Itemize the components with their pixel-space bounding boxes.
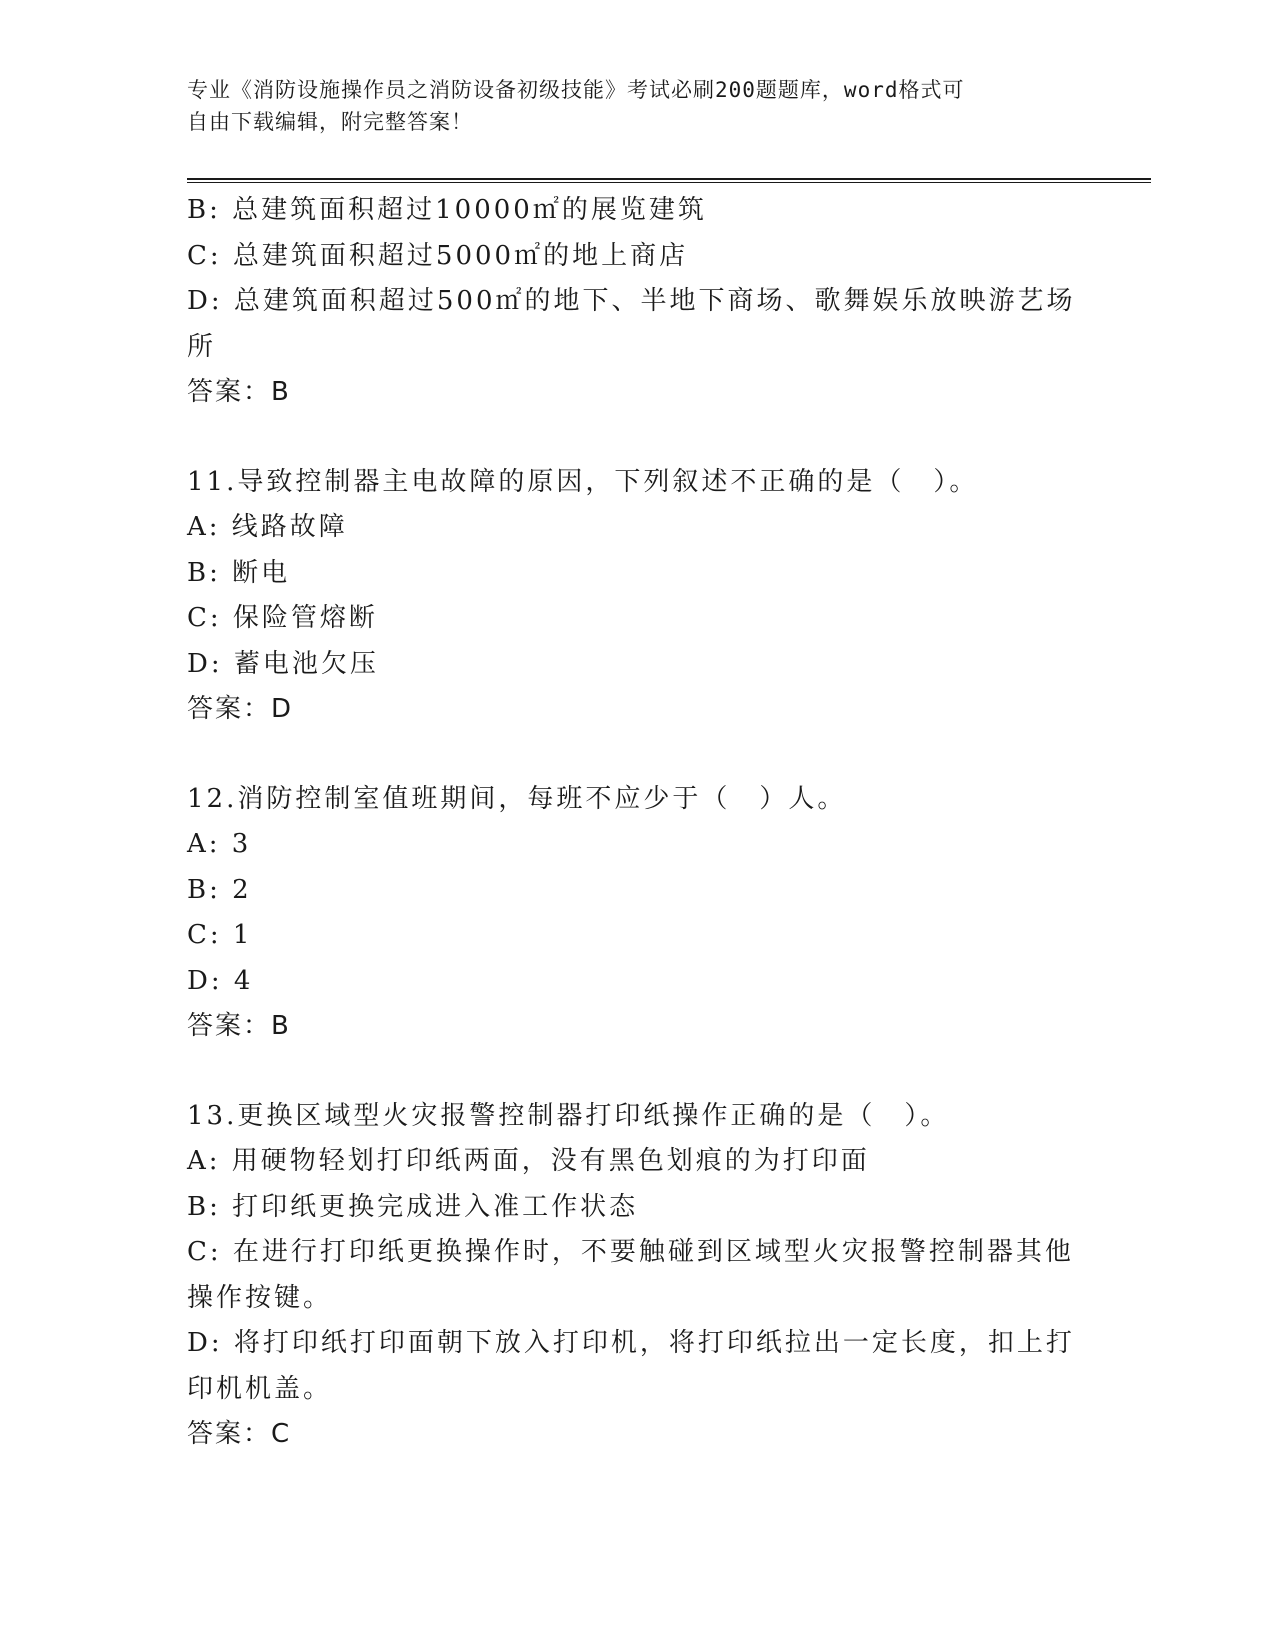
option-d-continuation: 印机机盖。 xyxy=(187,1373,333,1404)
answer: 答案：C xyxy=(187,1419,292,1449)
option-c: C: 1 xyxy=(187,920,253,950)
question-text: 12.消防控制室值班期间，每班不应少于（ ）人。 xyxy=(187,783,847,814)
answer: 答案：B xyxy=(187,1011,291,1041)
question-10-tail xyxy=(187,188,1087,416)
question-text: 11.导致控制器主电故障的原因，下列叙述不正确的是（ ）。 xyxy=(187,466,979,497)
option-c-continuation: 操作按键。 xyxy=(187,1282,333,1313)
option-c: C: 保险管熔断 xyxy=(187,603,378,633)
question-11 xyxy=(187,460,1087,733)
option-b: B: 总建筑面积超过10000㎡的展览建筑 xyxy=(187,195,707,225)
question-text: 13.更换区域型火灾报警控制器打印纸操作正确的是（ ）。 xyxy=(187,1100,950,1131)
question-13 xyxy=(187,1094,1087,1458)
option-a: A: 线路故障 xyxy=(187,512,348,542)
answer: 答案：B xyxy=(187,377,291,407)
option-c: C: 总建筑面积超过5000㎡的地上商店 xyxy=(187,240,689,271)
option-d: D: 将打印纸打印面朝下放入打印机，将打印纸拉出一定长度，扣上打 xyxy=(187,1328,1075,1358)
option-d: D: 4 xyxy=(187,965,254,996)
header-divider xyxy=(187,178,1151,183)
spacer xyxy=(187,416,1087,460)
option-c: C: 在进行打印纸更换操作时，不要触碰到区域型火灾报警控制器其他 xyxy=(187,1237,1074,1267)
option-b: B: 断电 xyxy=(187,557,291,588)
header-line-1: 专业《消防设施操作员之消防设备初级技能》考试必刷200题题库，word格式可 xyxy=(187,78,965,102)
option-b: B: 2 xyxy=(187,874,252,905)
document-header xyxy=(187,74,1087,138)
option-d: D: 蓄电池欠压 xyxy=(187,648,379,679)
header-line-2: 自由下载编辑，附完整答案！ xyxy=(187,110,473,134)
option-d: D: 总建筑面积超过500㎡的地下、半地下商场、歌舞娱乐放映游艺场 xyxy=(187,286,1076,316)
option-a: A: 用硬物轻划打印纸两面，没有黑色划痕的为打印面 xyxy=(187,1146,870,1176)
document-body xyxy=(187,188,1087,1458)
option-a: A: 3 xyxy=(187,829,252,859)
spacer xyxy=(187,733,1087,777)
option-b: B: 打印纸更换完成进入准工作状态 xyxy=(187,1191,639,1222)
option-d-continuation: 所 xyxy=(187,331,217,362)
answer: 答案：D xyxy=(187,694,294,724)
question-12 xyxy=(187,777,1087,1050)
spacer xyxy=(187,1050,1087,1094)
